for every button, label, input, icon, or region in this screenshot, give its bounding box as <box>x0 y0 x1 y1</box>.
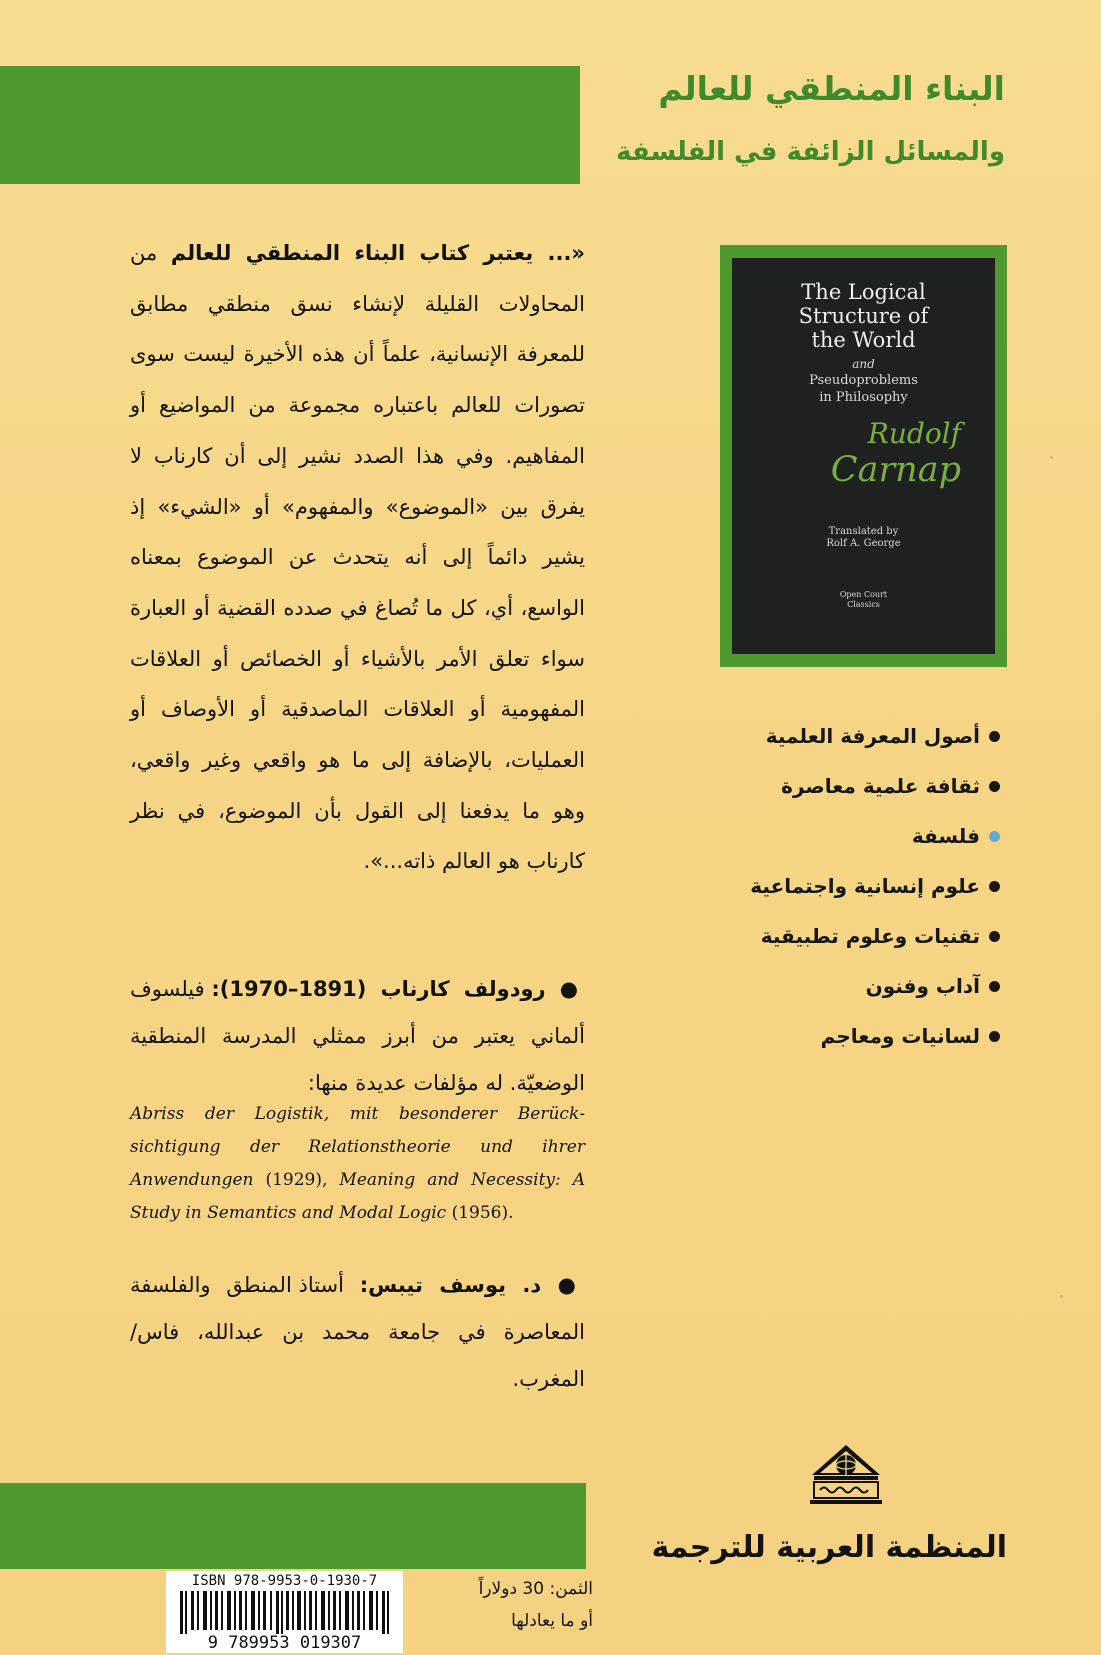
top-green-band <box>0 66 580 184</box>
original-cover-publisher-2: Classics <box>847 600 880 609</box>
barcode-number: 9 789953 019307 <box>207 1633 362 1653</box>
bullet-dot-icon <box>989 931 1000 942</box>
barcode-icon <box>180 1591 389 1634</box>
bullet-dot-active-icon <box>989 831 1000 842</box>
bottom-green-band <box>0 1483 586 1569</box>
book-subtitle: والمسائل الزائفة في الفلسفة <box>616 137 1005 167</box>
series-item-2: ثقافة علمية معاصرة <box>680 761 1000 811</box>
original-cover-translator-2: Rolf A. George <box>826 538 901 549</box>
original-cover-thumbnail <box>720 245 1007 667</box>
original-cover-publisher-1: Open Court <box>839 590 888 599</box>
bullet-dot-icon <box>989 981 1000 992</box>
quote-lead: «... يعتبر كتاب البناء المنطقي للعالم <box>170 241 585 265</box>
original-cover-inner <box>732 258 995 654</box>
book-title: البناء المنطقي للعالم <box>658 69 1005 108</box>
price-block <box>423 1573 593 1637</box>
series-item-3-active: فلسفة <box>680 811 1000 861</box>
series-item-1: أصول المعرفة العلمية <box>680 711 1000 761</box>
translator-bio-text: أستاذ المنطق والفلسفة المعاصرة في جامعة محمد بن عبدالله، فاس/ المغرب. <box>130 1273 585 1391</box>
series-item-6: آداب وفنون <box>680 961 1000 1011</box>
quote-body: من المحاولات القليلة لإنشاء نسق منطقي مطابق للمعرفة الإنسانية، علماً أن هذه الأخيرة ليست سوى تصورات للعالم باعتباره مجموعة من المواضيع أو المفاهيم. وفي هذا الصدد نشير إلى أن كارناب لا يفرق بين «الموضوع» والمفهوم» أو «الشيء» إذ يشير دائماً إلى أنه يتحدث عن الموضوع بمعناه الواسع، أي، كل ما تُصاغ في صدده القضية أو العبارة سواء تعلق الأمر بالأشياء أو الخصائص أو العلاقات المفهومية أو العلاقات الماصدقية أو الأوصاف أو العمليات، بالإضافة إلى ما هو واقعي وغير واقعي، وهو ما يدفعنا إلى القول بأن الموضوع، في نظر كارناب هو العالم ذاته...». <box>130 241 585 874</box>
book-quote <box>130 228 585 887</box>
work-2-title: Meaning and Necessity: A Study in Semantics and Modal Logic <box>130 1170 586 1223</box>
series-item-4: علوم إنسانية واجتماعية <box>680 861 1000 911</box>
series-item-7: لسانيات ومعاجم <box>680 1011 1000 1061</box>
author-bio-text: فيلسوف ألماني يعتبر من أبرز ممثلي المدرسة المنطقية الوضعيّة. له مؤلفات عديدة منها: <box>130 977 585 1095</box>
work-1-year: (1929), <box>265 1170 328 1190</box>
isbn-text: ISBN 978-9953-0-1930-7 <box>191 1573 378 1589</box>
author-works <box>130 1098 585 1230</box>
arab-organization-for-translation-logo-icon <box>806 1437 886 1507</box>
isbn-barcode <box>166 1571 403 1653</box>
translator-name: ● د. يوسف تيبس: <box>359 1273 585 1297</box>
original-cover-subtitle-2: in Philosophy <box>819 390 908 405</box>
original-cover-translator-1: Translated by <box>828 526 899 537</box>
original-cover-subtitle-1: Pseudoproblems <box>809 373 918 388</box>
author-bio <box>130 966 585 1107</box>
bullet-dot-icon <box>989 731 1000 742</box>
paper-mark <box>1060 1295 1063 1298</box>
author-name: ● رودولف كارناب (1891–1970): <box>211 977 585 1001</box>
work-1-title: Abriss der Logistik, mit besonderer Berücksichtigung der Relationstheorie und ihrer Anwendungen <box>130 1104 585 1190</box>
original-cover-title: The Logical Structure of the World <box>798 280 929 352</box>
original-cover-author: Rudolf Carnap <box>830 417 961 490</box>
bullet-dot-icon <box>989 1031 1000 1042</box>
paper-mark <box>1050 456 1053 459</box>
series-item-5: تقنيات وعلوم تطبيقية <box>680 911 1000 961</box>
original-cover-and: and <box>852 357 875 371</box>
price-line-1: الثمن: 30 دولاراً <box>478 1579 593 1599</box>
publisher-name: المنظمة العربية للترجمة <box>651 1530 1007 1565</box>
translator-bio <box>130 1262 585 1403</box>
bullet-dot-icon <box>989 881 1000 892</box>
bullet-dot-icon <box>989 781 1000 792</box>
series-list <box>680 711 1000 1061</box>
price-line-2: أو ما يعادلها <box>511 1611 593 1631</box>
work-2-year: (1956). <box>451 1203 514 1223</box>
